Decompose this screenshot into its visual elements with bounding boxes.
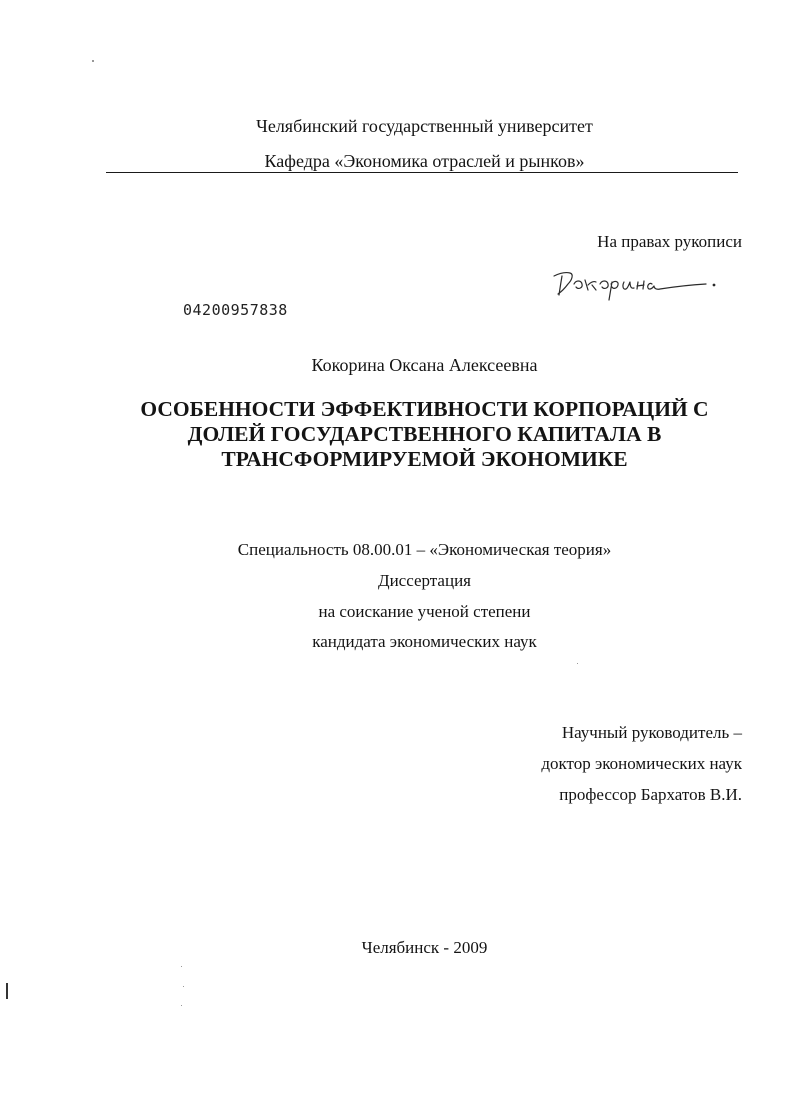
university-name: Челябинский государственный университет [256, 116, 593, 136]
signature-text: Кокорина [548, 262, 553, 263]
scan-speck [577, 663, 578, 664]
scan-speck [181, 966, 182, 967]
city-year: Челябинск - 2009 [361, 938, 488, 957]
department-name: Кафедра «Экономика отраслей и рынков» [264, 151, 585, 171]
scan-speck [181, 1005, 182, 1006]
title-line: ДОЛЕЙ ГОСУДАРСТВЕННОГО КАПИТАЛА В [187, 422, 662, 446]
author-signature [548, 262, 728, 302]
degree-purpose: на соискание ученой степени [318, 602, 531, 621]
work-type: Диссертация [377, 571, 471, 590]
title-line: ТРАНСФОРМИРУЕМОЙ ЭКОНОМИКЕ [221, 447, 628, 471]
header-divider [106, 172, 738, 173]
scan-speck [92, 60, 94, 62]
degree-name: кандидата экономических наук [312, 632, 537, 651]
scan-edge-mark [6, 983, 8, 999]
registration-code: 04200957838 [183, 301, 288, 319]
scan-speck [183, 986, 184, 987]
supervisor-name: профессор Бархатов В.И. [559, 785, 742, 804]
supervisor-role: Научный руководитель – [561, 723, 742, 742]
author-name: Кокорина Оксана Алексеевна [311, 355, 538, 375]
title-line: ОСОБЕННОСТИ ЭФФЕКТИВНОСТИ КОРПОРАЦИЙ С [140, 397, 709, 421]
dissertation-title [0, 397, 799, 472]
rights-notice: На правах рукописи [597, 232, 742, 251]
specialty: Специальность 08.00.01 – «Экономическая теория» [237, 540, 612, 559]
supervisor-degree: доктор экономических наук [541, 754, 742, 773]
